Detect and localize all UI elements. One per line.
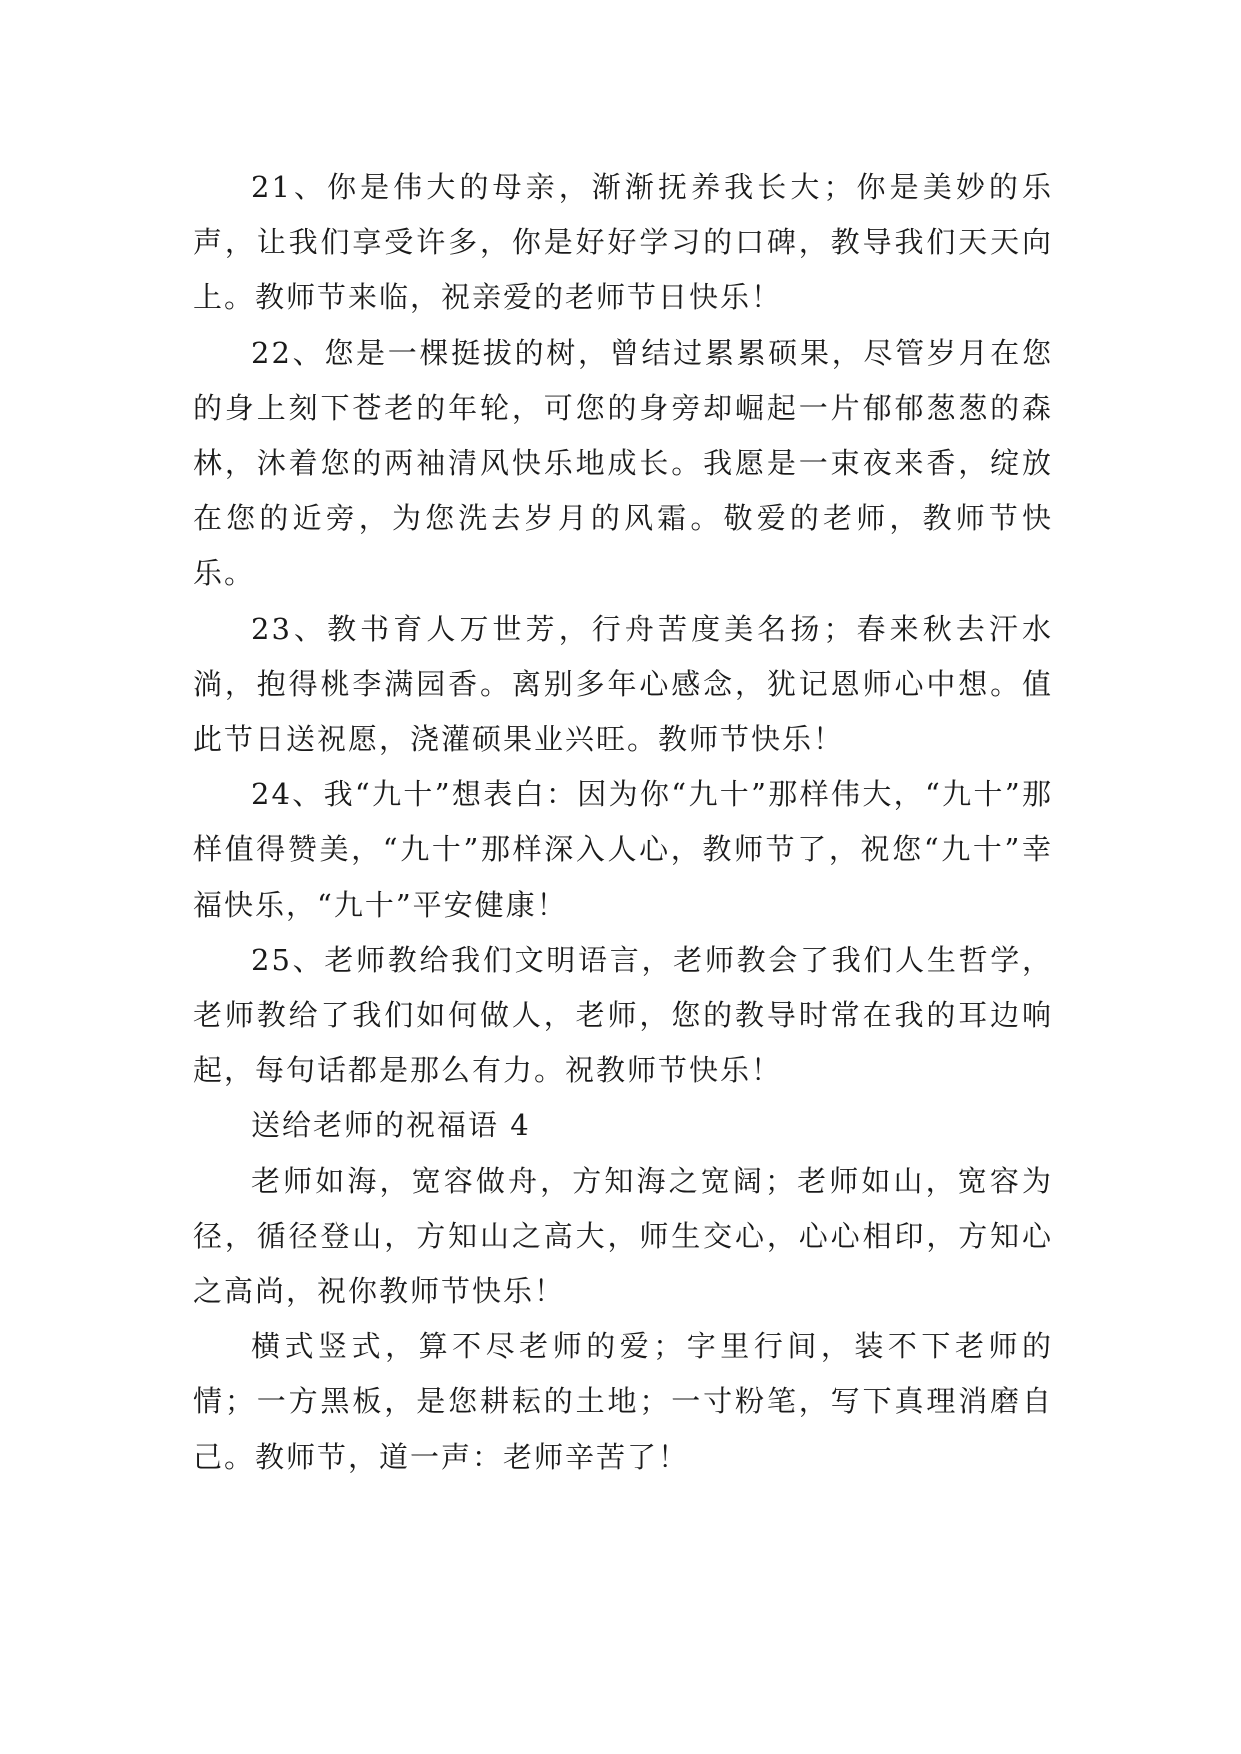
section-heading: 送给老师的祝福语 4 (251, 1108, 531, 1143)
paragraph-25: 25、老师教给我们文明语言，老师教会了我们人生哲学，老师教给了我们如何做人，老师，您的教导时常在我的耳边响起，每句话都是那么有力。祝教师节快乐！ (193, 942, 1053, 1088)
section-paragraph-1: 老师如海，宽容做舟，方知海之宽阔；老师如山，宽容为径，循径登山，方知山之高大，师生交心，心心相印，方知心之高尚，祝你教师节快乐！ (193, 1163, 1053, 1309)
paragraph-23: 23、教书育人万世芳，行舟苦度美名扬；春来秋去汗水淌，抱得桃李满园香。离别多年心感念，犹记恩师心中想。值此节日送祝愿，浇灌硕果业兴旺。教师节快乐！ (193, 611, 1053, 757)
paragraph-22: 22、您是一棵挺拔的树，曾结过累累硕果，尽管岁月在您的身上刻下苍老的年轮，可您的身旁却崛起一片郁郁葱葱的森林，沐着您的两袖清风快乐地成长。我愿是一束夜来香，绽放在您的近旁，为您洗去岁月的风霜。敬爱的老师，教师节快乐。 (193, 335, 1053, 591)
document-body (193, 160, 1053, 1485)
section-paragraph-2: 横式竖式，算不尽老师的爱；字里行间，装不下老师的情；一方黑板，是您耕耘的土地；一寸粉笔，写下真理消磨自己。教师节，道一声：老师辛苦了！ (193, 1329, 1053, 1474)
paragraph-21: 21、你是伟大的母亲，渐渐抚养我长大；你是美妙的乐声，让我们享受许多，你是好好学习的口碑，教导我们天天向上。教师节来临，祝亲爱的老师节日快乐！ (193, 170, 1053, 315)
paragraph-24: 24、我“九十”想表白：因为你“九十”那样伟大，“九十”那样值得赞美，“九十”那样深入人心，教师节了，祝您“九十”幸福快乐，“九十”平安健康！ (193, 777, 1053, 922)
